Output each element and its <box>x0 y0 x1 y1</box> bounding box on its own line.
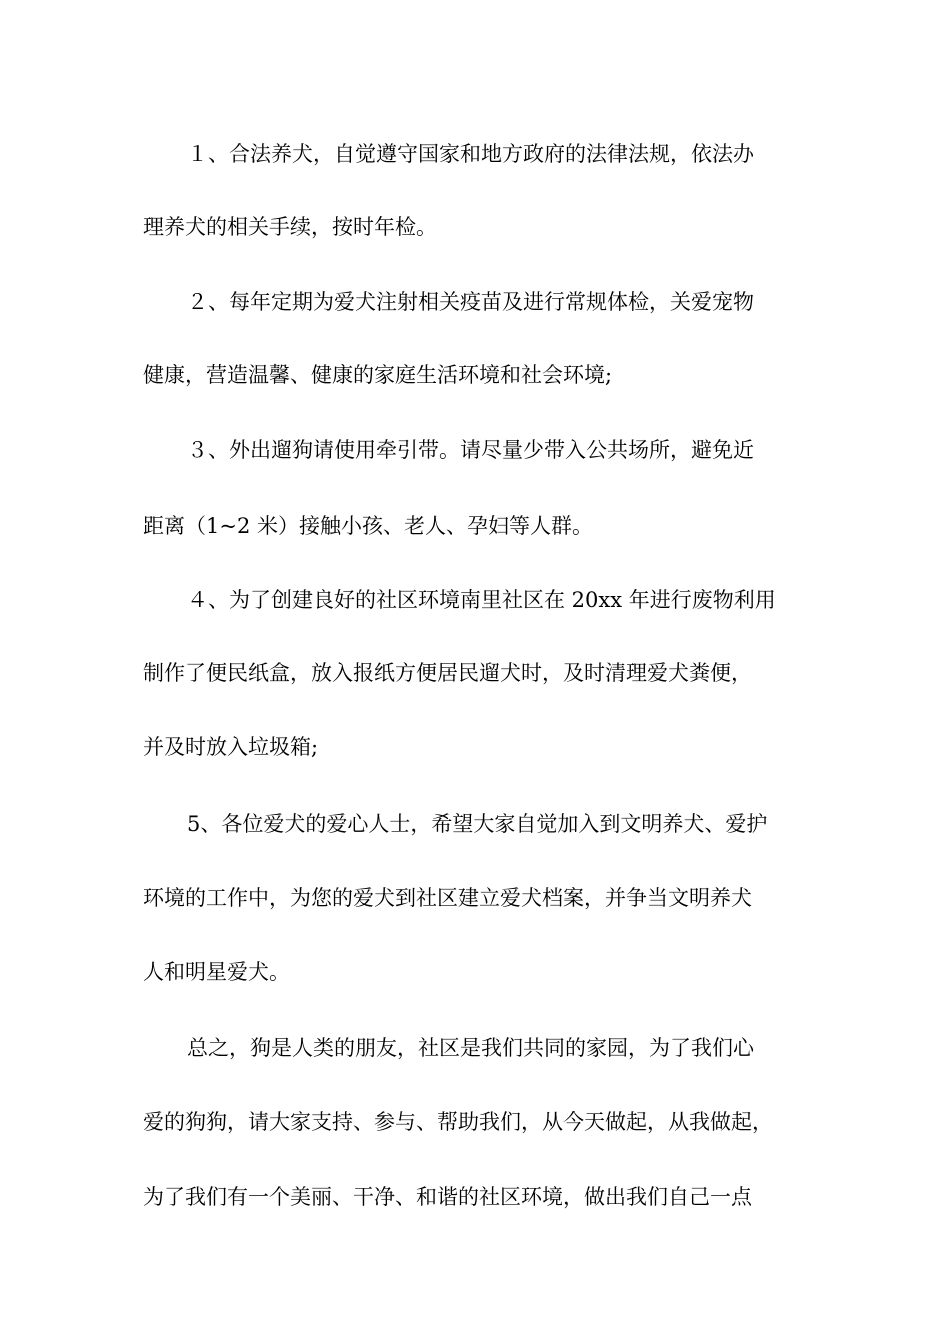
summary-line-2: 爱的狗狗，请大家支持、参与、帮助我们，从今天做起，从我做起， <box>143 1110 773 1134</box>
rule-4-line-1: ４、为了创建良好的社区环境南里社区在 20xx 年进行废物利用 <box>187 588 776 612</box>
summary-line-1: 总之，狗是人类的朋友，社区是我们共同的家园，为了我们心 <box>187 1036 754 1060</box>
rule-1-line-1: １、合法养犬，自觉遵守国家和地方政府的法律法规，依法办 <box>187 142 754 166</box>
rule-5-line-2: 环境的工作中，为您的爱犬到社区建立爱犬档案，并争当文明养犬 <box>143 886 752 910</box>
rule-2-line-2: 健康，营造温馨、健康的家庭生活环境和社会环境; <box>143 363 613 387</box>
summary-line-3: 为了我们有一个美丽、干净、和谐的社区环境，做出我们自己一点 <box>143 1185 752 1209</box>
rule-2-line-1: ２、每年定期为爱犬注射相关疫苗及进行常规体检，关爱宠物 <box>187 290 754 314</box>
rule-3-line-1: ３、外出遛狗请使用牵引带。请尽量少带入公共场所，避免近 <box>187 438 754 462</box>
rule-4-line-2: 制作了便民纸盒，放入报纸方便居民遛犬时，及时清理爱犬粪便， <box>143 661 752 685</box>
rule-4-line-3: 并及时放入垃圾箱; <box>143 735 319 759</box>
rule-3-line-2: 距离（1~2 米）接触小孩、老人、孕妇等人群。 <box>143 514 593 538</box>
rule-5-line-3: 人和明星爱犬。 <box>143 960 290 984</box>
rule-5-line-1: 5、各位爱犬的爱心人士，希望大家自觉加入到文明养犬、爱护 <box>187 812 768 836</box>
rule-1-line-2: 理养犬的相关手续，按时年检。 <box>143 215 437 239</box>
